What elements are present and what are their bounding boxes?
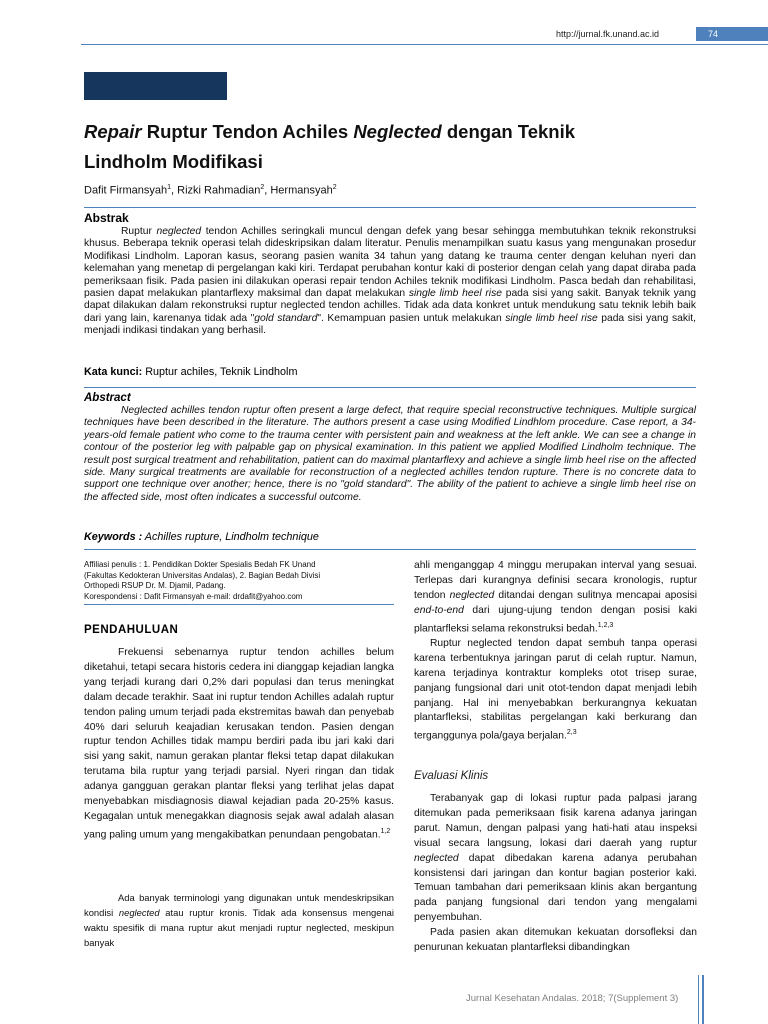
affiliation-block	[84, 560, 394, 602]
keywords-values: Achilles rupture, Lindholm technique	[142, 531, 319, 543]
abstrak-text-italic: single limb heel rise	[408, 288, 502, 300]
abstrak-text-italic: gold standard	[254, 312, 318, 324]
abstrak-text: pada sisi yang sakit. Banyak teknik yang dapat dilakukan dalam rekonstruksi ruptur neglected tendon achilles. Tidak ada data konkret untuk mendukung satu teknik lebih baik dari yang lain, karenanya tidak ada "	[84, 288, 696, 324]
right-column-top	[414, 559, 697, 745]
abstrak-body	[84, 226, 696, 338]
affiliation-line: (Fakultas Kedokteran Universitas Andalas), 2. Bagian Bedah Divisi	[84, 570, 321, 580]
paragraph-text: Pada pasien akan ditemukan kekuatan dorsofleksi dan penurunan kekuatan plantarfleksi dibandingkan	[414, 927, 697, 954]
right-column-bottom	[414, 792, 697, 956]
affiliation-line: Affiliasi penulis : 1. Pendidikan Dokter Spesialis Bedah FK Unand	[84, 560, 316, 569]
author-affil: 1	[167, 184, 172, 191]
paragraph-text: Ruptur neglected tendon dapat sembuh tanpa operasi karena terbentuknya jaringan parut di celah ruptur. Namun, karena terjadinya kontraktur kompleks otot trisep surae, panjang fungsional dari unit otot-tendon dapat menjadi lebih panjang. Hal ini menyebabkan berkurangnya kekuatan plantarfleksi, stabilitas pergelangan kaki berkurang dan terganggunya pola/gaya berjalan.	[414, 637, 697, 742]
section-rule	[84, 207, 696, 208]
paragraph-text: atau ruptur kronis. Tidak ada konsensus mengenai waktu spesifik di mana ruptur akut menjadi ruptur neglected, meskipun banyak	[84, 906, 394, 948]
author-name: Dafit Firmansyah	[84, 184, 168, 197]
section-rule	[84, 549, 696, 550]
citation[interactable]: 1,2	[380, 827, 391, 835]
pendahuluan-heading: PENDAHULUAN	[84, 624, 179, 636]
footer-rule	[702, 975, 704, 1024]
correspondence-line: Korespondensi : Dafit Firmansyah e-mail: drdafit@yahoo.com	[84, 591, 303, 601]
page-number-badge	[696, 27, 768, 41]
citation[interactable]: 1,2,3	[597, 621, 614, 629]
paragraph-text: ahli menganggap 4 minggu merupakan interval yang sesuai. Terlepas dari kurangnya definisi secara kronologis, ruptur tendon	[414, 560, 697, 601]
article-type-tag	[84, 72, 227, 100]
author-name: Rizki Rahmadian	[177, 184, 261, 197]
abstrak-heading: Abstrak	[84, 211, 129, 225]
title-part-main: Ruptur Tendon Achiles	[141, 121, 354, 142]
abstrak-text: pada sisi yang sakit, menjadi indikasi tindakan yang berhasil.	[84, 312, 696, 337]
header-rule	[81, 44, 768, 45]
paragraph-text-italic: neglected	[449, 589, 495, 601]
author-sep: ,	[171, 184, 178, 197]
citation[interactable]: 2,3	[566, 729, 577, 737]
paragraph-text: Terabanyak gap di lokasi ruptur pada palpasi jarang ditemukan pada pemeriksaan fisik karena adanya jaringan parut. Namun, dengan palpasi yang hati-hati atau inspeksi visual secara langsung, lokasi dari daerah yang ruptur	[414, 793, 697, 849]
paragraph-text: Ada banyak terminologi yang digunakan untuk mendeskripsikan kondisi	[84, 892, 394, 918]
evaluasi-klinis-heading: Evaluasi Klinis	[414, 770, 489, 782]
title-part-repair: Repair	[84, 121, 142, 142]
keywords-label: Keywords :	[84, 531, 143, 543]
section-rule	[84, 387, 696, 388]
author-name: Hermansyah	[270, 184, 333, 197]
pendahuluan-paragraph-1	[84, 646, 394, 843]
paragraph-text: Frekuensi sebenarnya ruptur tendon achilles belum diketahui, tetapi secara historis cedera ini dianggap kejadian langka yang terjadi kurang dari 0,2% dari populasi dan terus meningkat dalam decade terakhir. Saat ini ruptur tendon Achilles adalah ruptur tendon paling umum terjadi pada ekstremitas bawah dan penyebab 40% dari seluruh keajadian kerusakan tendon. Pasien dengan ruptur tendon Achilles tidak mampu berdiri pada ibu jari kaki dari sisi yang sakit, namun gerakan plantar fleksi tetap dapat dilakukan terutama bila ruptur yang terjadi parsial. Nyeri ringan dan tidak adanya gangguan gerakan plantar fleksi yang terlihat jelas dapat menyebabkan misdiagnosis diawal kejadian pada 20-25% kasus. Kegagalan untuk menegakkan diagnosis sejak awal adalah alasan yang paling umum yang mengakibatkan penundaan pengobatan.	[84, 647, 394, 841]
kata-kunci	[84, 366, 297, 378]
kata-kunci-label: Kata kunci:	[84, 366, 143, 378]
journal-url[interactable]: http://jurnal.fk.unand.ac.id	[556, 29, 660, 39]
paragraph-text: ditandai dengan sulitnya mencapai aposisi	[494, 589, 697, 601]
journal-footer: Jurnal Kesehatan Andalas. 2018; 7(Supplement 3)	[466, 993, 679, 1004]
keywords	[84, 531, 319, 543]
title-line-2: Lindholm Modifikasi	[84, 151, 263, 172]
abstract-body	[84, 405, 696, 504]
abstract-text: Neglected achilles tendon ruptur often present a large defect, that require special reconstructive techniques. Multiple surgical techniques have been described in the literature. The authors present a case using Modified Lindhlom procedure. Case report, a 34-years-old female patient who come to the trauma center with persistent pain and weakness at the left ankle. We can see a change in contour of the posterior leg with palpable gap on physical examination. In this patient we applied Modified Lindholm technique. The result post surgical treatment and rehabilitation, patient can do maximal plantarflexy and achieve a single limb heel rise on the affected side. Many surgical treatments are available for reconstruction of a neglected achilles tendon rupture. There is no concrete data to support one technique over another; hence, there is no "gold standard". The ability of the patient to achieve a single limb heel rise on the affected side, most often indicates a successful outcome.	[84, 405, 696, 503]
title-part-neglected: Neglected	[353, 121, 442, 142]
author-affil: 2	[332, 184, 337, 191]
kata-kunci-values: Ruptur achiles, Teknik Lindholm	[142, 366, 298, 378]
paragraph-text: dari ujung-ujung tendon dengan posisi kaki plantarfleksi selama rekonstruksi bedah.	[414, 604, 697, 635]
page-number: 74	[708, 29, 719, 39]
abstrak-text: tendon Achilles seringkali muncul dengan defek yang besar sehingga membutuhkan teknik rekonstruksi khusus. Beberapa teknik operasi telah dideskripsikan dalam literatur. Penulis menampilkan suatu kasus yang mengunakan prosedur Modifikasi Lindholm. Laporan kasus, seorang pasien wanita 34 tahun yang datang ke trauma center dengan keluhan nyeri dan kelemahan yang menetap di pergelangan kaki kiri. Terdapat perubahan kontur kaki di posterior dengan celah yang dapat diraba pada pemeriksaan fisik. Pada pasien ini dilakukan operasi repair tendon Achiles teknik modifikasi Lindholm. Pasca bedah dan rehabilitasi, pasien dapat melakukan plantarflexy maksimal dan dapat melakukan	[84, 226, 696, 300]
affiliation-line: Orthopedi RSUP Dr. M. Djamil, Padang.	[84, 581, 226, 590]
article-title	[84, 117, 684, 177]
abstract-heading: Abstract	[84, 392, 131, 404]
pendahuluan-paragraph-2	[84, 891, 394, 951]
abstrak-text: ". Kemampuan pasien untuk melakukan	[317, 312, 506, 324]
paragraph-text-italic: neglected	[118, 906, 160, 918]
paragraph-text-italic: neglected	[414, 852, 459, 864]
author-sep: ,	[264, 184, 271, 197]
paragraph-text-italic: end-to-end	[414, 604, 464, 616]
abstrak-text-italic: single limb heel rise	[505, 312, 598, 324]
paragraph-text: dapat dibedakan karena adanya perubahan konsistensi dari jaringan dan kontur bagian posterior kaki. Temuan tambahan dari pemeriksaan klinis akan bergantung pada panjang fungsional dari tendon yang mengalami penyembuhan.	[414, 852, 697, 924]
abstrak-text-italic: neglected	[156, 226, 202, 237]
author-list	[84, 184, 337, 197]
section-rule	[84, 604, 394, 605]
title-part-end: dengan Teknik	[441, 121, 576, 142]
author-affil: 2	[260, 184, 265, 191]
abstrak-text: Ruptur	[121, 226, 157, 237]
footer-rule	[698, 975, 699, 1024]
